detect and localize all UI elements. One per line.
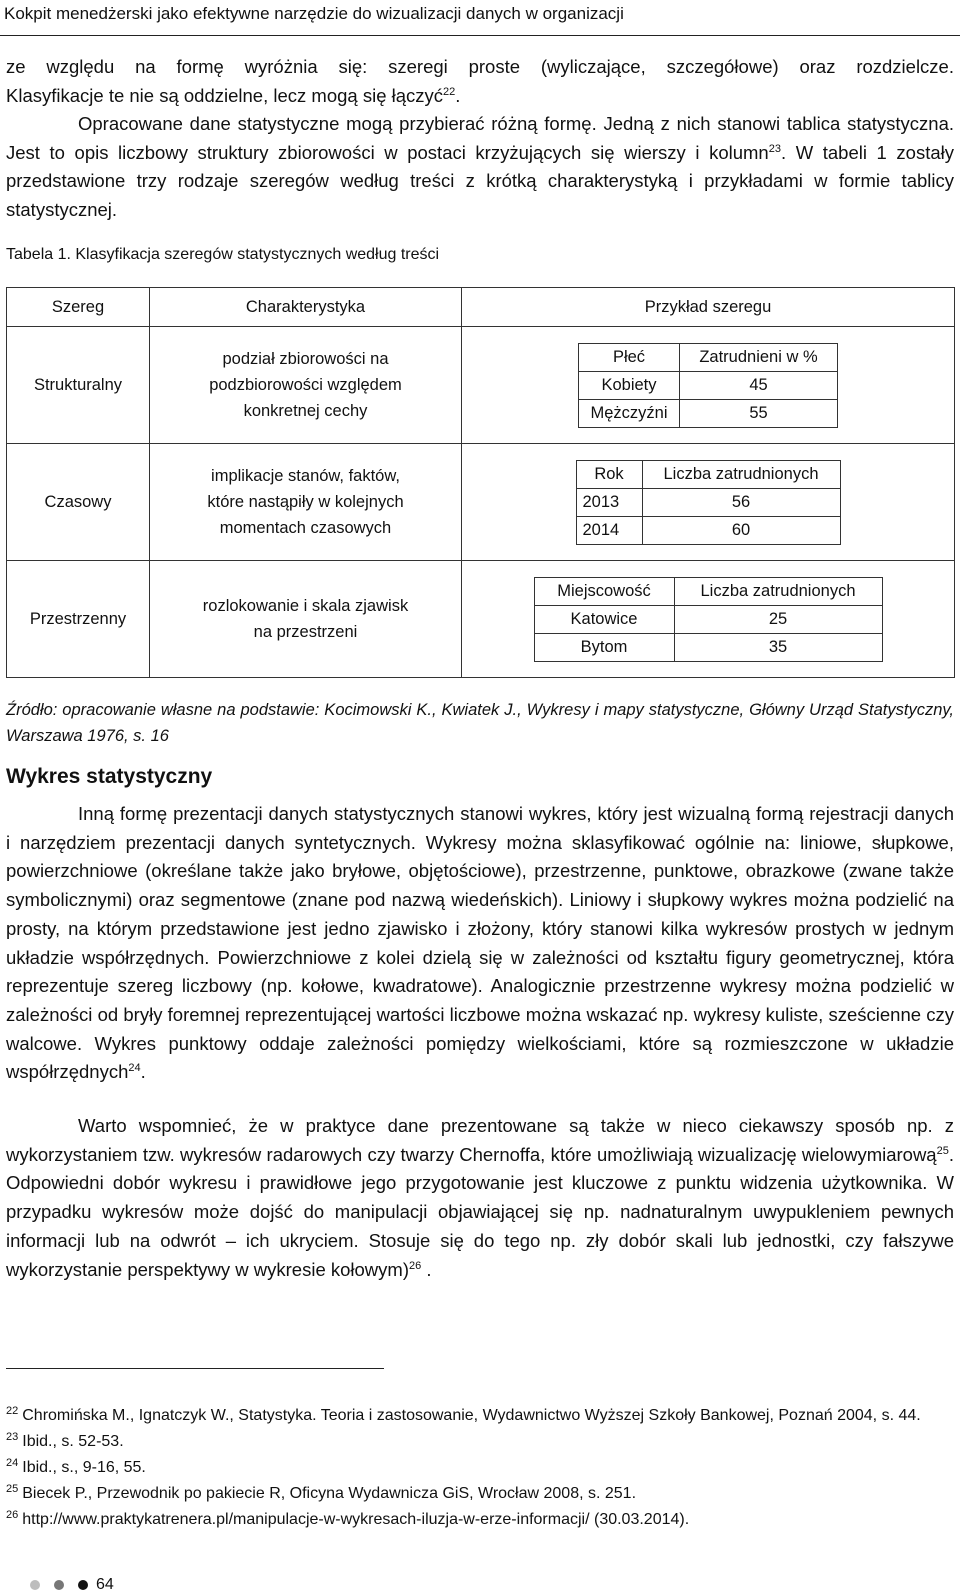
footnote-ref-26[interactable]: 26	[409, 1259, 422, 1272]
pager-dot-icon	[30, 1580, 40, 1590]
table-row	[7, 444, 955, 561]
footnote: $^{23}$ Ibid., s. 52-53.	[6, 1430, 124, 1450]
pager-dot-icon	[78, 1580, 88, 1590]
footnote[interactable]: $^{26}$ http://www.praktykatrenera.pl/manipulacje-w-wykresach-iluzja-w-erze-informacji/ (30.03.2014).	[6, 1508, 690, 1528]
page-number: 64	[96, 1576, 114, 1593]
footnote-ref-24[interactable]: 24	[128, 1062, 141, 1075]
footnote: $^{24}$ Ibid., s., 9-16, 55.	[6, 1456, 146, 1476]
table-intro-paragraph: Opracowane dane statystyczne mogą przybierać różną formę. Jedną z nich stanowi tablica statystyczna. Jest to opis liczbowy struktury zbiorowości w postaci krzyżujących się wierszy i kolumn$^{23}$. W tabeli 1 zostały przedstawione trzy rodzaje szeregów według treści z krótką charakterystyką i przykładami w formie tablicy statystycznej.	[6, 113, 954, 221]
series-description: podział zbiorowości na podzbiorowości względem konkretnej cechy	[150, 327, 462, 444]
footnote: $^{25}$ Biecek P., Przewodnik po pakiecie R, Oficyna Wydawnicza GiS, Wrocław 2008, s. 251.	[6, 1482, 637, 1502]
series-classification-table	[6, 287, 955, 678]
footnote-divider	[6, 1368, 384, 1369]
pager-dot-icon	[54, 1580, 64, 1590]
header-cell-characteristic: Charakterystyka	[150, 288, 462, 327]
intro-line-2: Klasyfikacje te nie są oddzielne, lecz mogą się łączyć$^{22}$.	[6, 84, 461, 106]
running-header	[0, 0, 960, 36]
example-table: Rok Liczba zatrudnionych 2013 56 2014 60	[576, 460, 841, 545]
footnote-ref-22[interactable]: 22	[443, 85, 456, 98]
footnote-link[interactable]: http://www.praktykatrenera.pl/manipulacje-w-wykresach-iluzja-w-erze-informacji/ (30.03.2014).	[22, 1511, 690, 1528]
section-heading: Wykres statystyczny	[6, 765, 213, 788]
table-row	[7, 561, 955, 678]
footnotes	[6, 1403, 954, 1533]
table-source-note: Źródło: opracowanie własne na podstawie: Kocimowski K., Kwiatek J., Wykresy i mapy statystyczne, Główny Urząd Statystyczny, Warszawa 1976, s. 16	[6, 701, 954, 745]
footnote-ref-25[interactable]: 25	[936, 1144, 949, 1157]
example-cell	[462, 327, 955, 444]
intro-line-1: ze względu na formę wyróżnia się: szeregi proste (wyliczające, szczegółowe) oraz rozdzielcze.	[6, 56, 954, 77]
series-description: implikacje stanów, faktów, które nastąpiły w kolejnych momentach czasowych	[150, 444, 462, 561]
header-title: Kokpit menedżerski jako efektywne narzędzie do wizualizacji danych w organizacji	[4, 4, 624, 23]
example-table: Płeć Zatrudnieni w % Kobiety 45 Mężczyźni 55	[578, 343, 838, 428]
table-row	[7, 327, 955, 444]
header-cell-series: Szereg	[7, 288, 150, 327]
series-name: Strukturalny	[7, 327, 150, 444]
example-table: Miejscowość Liczba zatrudnionych Katowice 25 Bytom 35	[534, 577, 883, 662]
example-cell	[462, 561, 955, 678]
footnote: $^{22}$ Chromińska M., Ignatczyk W., Statystyka. Teoria i zastosowanie, Wydawnictwo Wyższej Szkoły Bankowej, Poznań 2004, s. 44.	[6, 1404, 921, 1424]
series-name: Przestrzenny	[7, 561, 150, 678]
table-caption: Tabela 1. Klasyfikacja szeregów statystycznych według treści	[6, 246, 440, 263]
footnote-ref-23[interactable]: 23	[768, 142, 781, 155]
table-header-row	[7, 288, 955, 327]
page-footer	[30, 1576, 114, 1594]
series-name: Czasowy	[7, 444, 150, 561]
header-cell-example: Przykład szeregu	[462, 288, 955, 327]
chart-manipulation-paragraph: Warto wspomnieć, że w praktyce dane prezentowane są także w nieco ciekawszy sposób np. z wykorzystaniem tzw. wykresów radarowych czy twarzy Chernoffa, które umożliwiają wizualizację wielowymiarową$^{25}$. Odpowiedni dobór wykresu i prawidłowe jego przygotowanie jest kluczowe z punktu widzenia użytkownika. W przypadku wykresów może dojść do manipulacji objawiającej się np. nadnaturalnym uwypukleniem pewnych informacji lub na odwrót – ich ukryciem. Stosuje się do tego np. zły dobór skali lub jednostki, czy fałszywe wykorzystanie perspektywy w wykresie kołowym)$^{26}$ .	[6, 1115, 954, 1280]
example-cell	[462, 444, 955, 561]
chart-types-paragraph: Inną formę prezentacji danych statystycznych stanowi wykres, który jest wizualną formą rejestracji danych i narzędziem prezentacji danych syntetycznych. Wykresy można sklasyfikować ogólnie na: liniowe, słupkowe, powierzchniowe (określane także jako bryłowe, objętościowe), przestrzenne, punktowe, obrazkowe (zwane także symbolicznymi) oraz segmentowe (znane pod nazwą wiedeńskich). Liniowy i słupkowy wykres można podzielić na prosty, na którym przedstawione jest jedno zjawisko i złożony, który stanowi kilka wykresów prostych w jednym układzie współrzędnych. Powierzchniowe z kolei dzielą się w zależności od kształtu figury geometrycznej, która reprezentuje szereg liczbowy (np. kołowe, kwadratowe). Analogicznie przestrzenne wykresy można podzielić w zależności od bryły foremnej reprezentującej wartości liczbowe można wskazać np. wykresy kuliste, sześcienne czy walcowe. Wykres punktowy oddaje zależności pomiędzy wielkościami, które są rozmieszczone w układzie współrzędnych$^{24}$.	[6, 803, 954, 1083]
series-description: rozlokowanie i skala zjawisk na przestrzeni	[150, 561, 462, 678]
intro-paragraph	[6, 53, 954, 110]
